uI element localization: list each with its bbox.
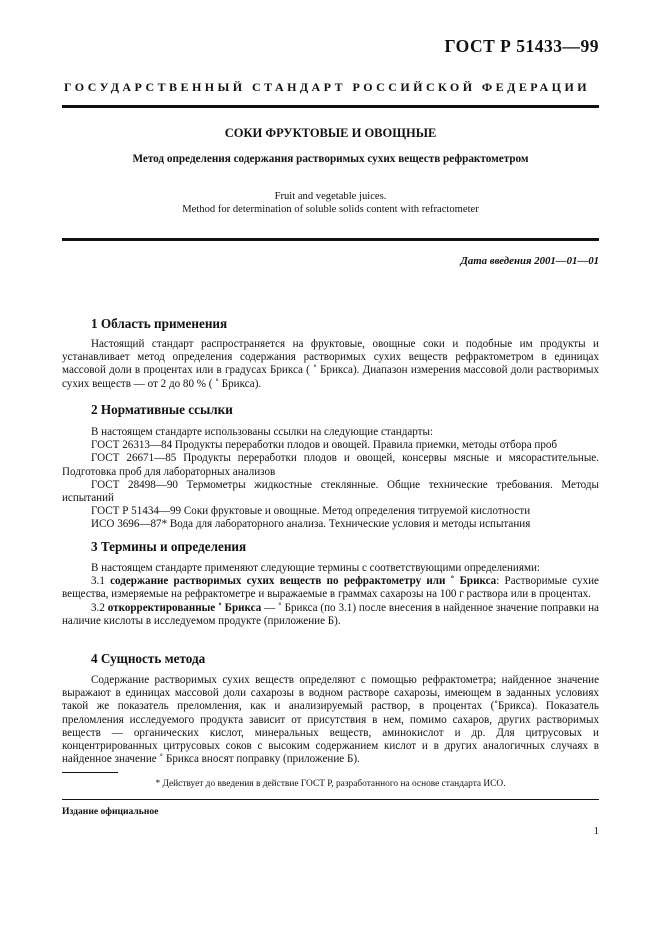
document-subtitle: Метод определения содержания растворимых сухих веществ рефрактометром — [132, 153, 529, 165]
reference-item: ИСО 3696—87* Вода для лабораторного анализа. Технические условия и методы испытания — [91, 518, 531, 531]
term-definition: : Растворимые сухие вещества, измеряемые на рефрактометре и выражаемые в граммах сахарозы на 100 г раствора или в процентах. — [62, 575, 599, 601]
term-number: 3.2 — [91, 601, 105, 614]
term-name: содержание растворимых сухих веществ по рефрактометру или ˚ Брикса — [110, 575, 497, 588]
top-rule — [62, 105, 599, 108]
introduction-date: Дата введения 2001—01—01 — [460, 255, 599, 267]
section-3-intro: В настоящем стандарте применяют следующие термины с соответствующими определениями: — [91, 562, 540, 574]
term-definition: — ˚ Брикса (по 3.1) после внесения в найденное значение поправки на наличие кислоты в исследуемом продукте (приложение Б). — [62, 601, 599, 627]
term-name: откорректированные ˚ Брикса — [107, 601, 262, 614]
official-edition-label: Издание официальное — [62, 806, 159, 817]
section-1-heading: 1 Область применения — [91, 316, 228, 331]
section-3-heading: 3 Термины и определения — [91, 539, 247, 554]
reference-item: ГОСТ 28498—90 Термометры жидкостные стеклянные. Общие технические требования. Методы испытаний — [62, 478, 599, 505]
english-title-line2: Method for determination of soluble solids content with refractometer — [182, 204, 479, 215]
reference-item: ГОСТ 26313—84 Продукты переработки плодов и овощей. Правила приемки, методы отбора проб — [91, 439, 558, 452]
english-title-line1: Fruit and vegetable juices. — [274, 191, 387, 202]
state-standard-banner: ГОСУДАРСТВЕННЫЙ СТАНДАРТ РОССИЙСКОЙ ФЕДЕРАЦИИ — [64, 80, 591, 94]
document-title: СОКИ ФРУКТОВЫЕ И ОВОЩНЫЕ — [224, 126, 437, 140]
term-number: 3.1 — [91, 575, 105, 588]
footnote: * Действует до введения в действие ГОСТ Р, разработанного на основе стандарта ИСО. — [155, 779, 506, 789]
reference-item: ГОСТ 26671—85 Продукты переработки плодов и овощей, консервы мясные и мясорастительные. Подготовка проб для лабораторных анализов — [62, 452, 599, 478]
reference-item: ГОСТ Р 51434—99 Соки фруктовые и овощные. Метод определения титруемой кислотности — [91, 505, 531, 518]
bottom-rule — [62, 799, 599, 800]
term-3-1 — [62, 575, 599, 601]
page-number: 1 — [593, 826, 599, 837]
section-1-body — [62, 338, 599, 391]
section-1-paragraph: Настоящий стандарт распространяется на фруктовые, овощные соки и подобные им продукты и устанавливает метод определения содержания растворимых сухих веществ рефрактометром в единицах массовой доли в процентах или в градусах Брикса ( ˚ Брикса). Диапазон измерения массовой доли растворимых сухих веществ — от 2 до 80 % ( ˚ Брикса). — [62, 338, 599, 390]
section-2-intro: В настоящем стандарте использованы ссылки на следующие стандарты: — [91, 426, 434, 438]
gost-number: ГОСТ Р 51433—99 — [444, 36, 599, 56]
section-4-heading: 4 Сущность метода — [91, 651, 206, 666]
title-rule — [62, 238, 599, 241]
footnote-rule — [62, 772, 118, 773]
english-title — [62, 190, 599, 216]
section-4-body — [62, 674, 599, 766]
section-2-body — [62, 426, 599, 532]
section-4-paragraph: Содержание растворимых сухих веществ определяют с помощью рефрактометра; найденное значение выражают в единицах массовой доли сахарозы в водном растворе сахарозы, имеющем в заданных условиях такой же показатель преломления, как и анализируемый раствор, в процентах (˚Брикса). Показатель преломления исследуемого продукта зависит от присутствия в нем, помимо сахаров, других растворимых веществ — органических кислот, минеральных веществ, аминокислот и др. Для цитрусовых и концентрированных цитрусовых соков с высоким содержанием кислот и в других аналогичных случаях в найденное значение ˚ Брикса вносят поправку (приложение Б). — [62, 674, 599, 766]
section-2-heading: 2 Нормативные ссылки — [91, 402, 233, 417]
term-3-2 — [62, 602, 599, 628]
section-3-body — [62, 562, 599, 628]
